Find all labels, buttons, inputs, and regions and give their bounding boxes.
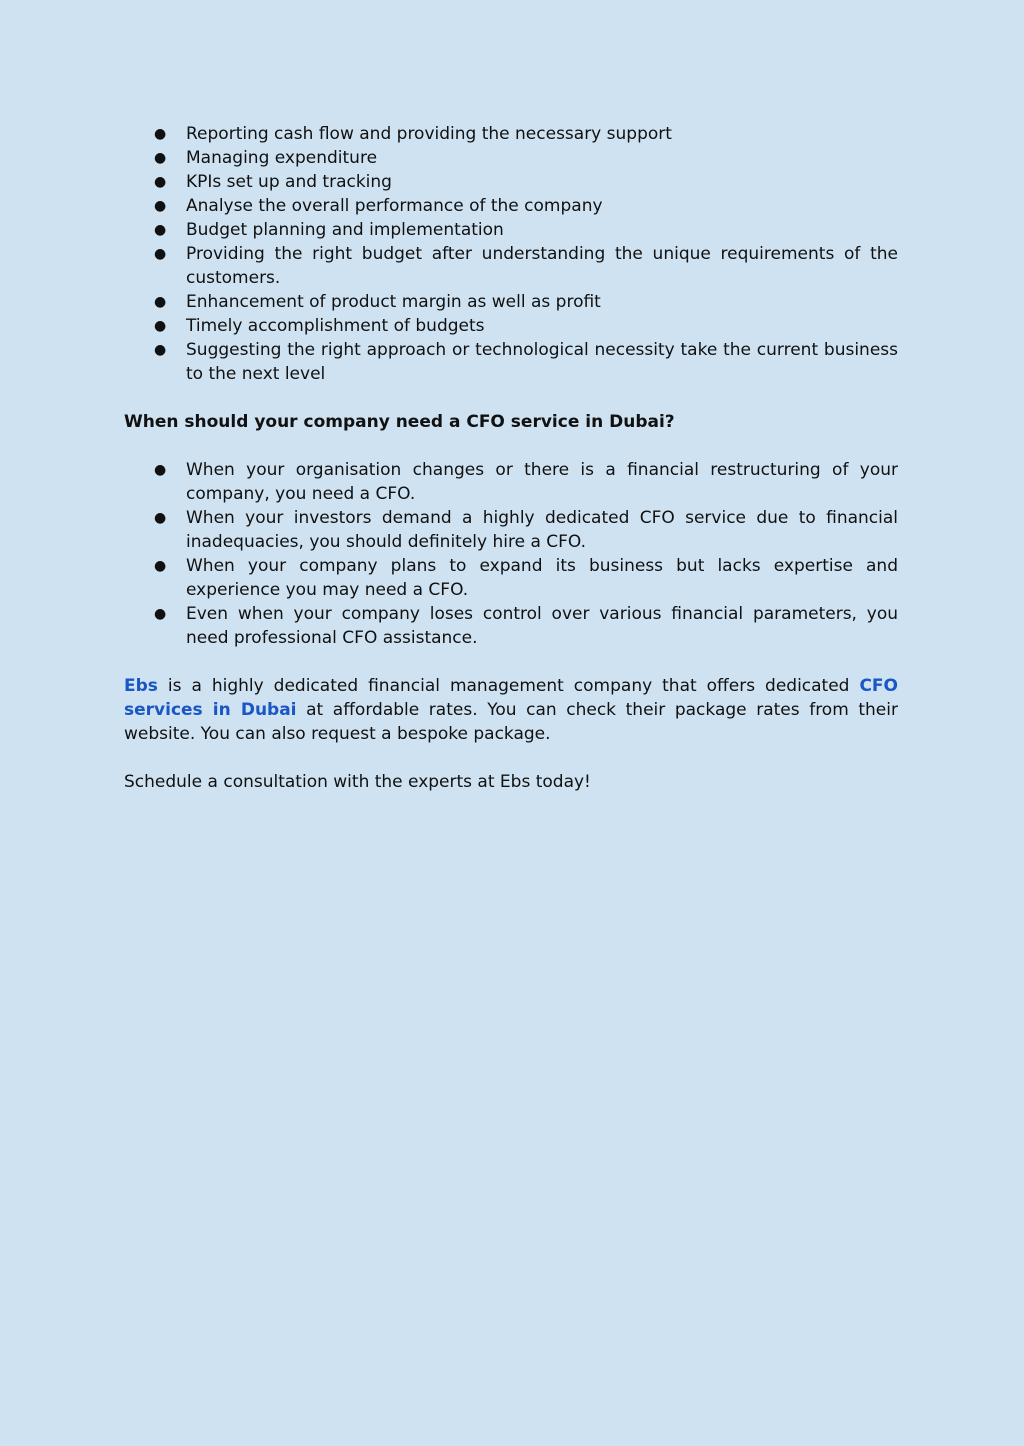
list-item: ● Enhancement of product margin as well as profit [154,292,601,312]
bullet-icon: ● [154,342,167,358]
when-to-hire-list [124,458,898,650]
list-item: ● Providing the right budget after understanding the unique requirements of the customers. [154,244,898,288]
promo-paragraph [124,674,898,746]
document-content [124,122,898,794]
closing-paragraph: Schedule a consultation with the experts at Ebs today! [124,772,591,792]
list-item: ● Timely accomplishment of budgets [154,316,485,336]
bullet-icon: ● [154,222,167,238]
bullet-icon: ● [154,462,167,478]
list-item: ● When your company plans to expand its business but lacks expertise and experience you may need a CFO. [154,556,898,600]
promo-text-2: at affordable rates. You can check their package rates from their website. You can also request a bespoke package. [124,700,898,744]
cfo-services-link[interactable]: CFO services in Dubai [124,676,898,720]
list-item: ● When your investors demand a highly dedicated CFO service due to financial inadequacies, you should definitely hire a CFO. [154,508,898,552]
list-item: ● KPIs set up and tracking [154,172,392,192]
bullet-icon: ● [154,606,167,622]
list-item: ● Even when your company loses control over various financial parameters, you need professional CFO assistance. [154,604,898,648]
list-item: ● Analyse the overall performance of the company [154,196,603,216]
bullet-icon: ● [154,294,167,310]
list-item: ● Reporting cash flow and providing the necessary support [154,124,672,144]
bullet-icon: ● [154,558,167,574]
list-item: ● Suggesting the right approach or technological necessity take the current business to the next level [154,340,898,384]
bullet-icon: ● [154,246,167,262]
list-item: ● When your organisation changes or there is a financial restructuring of your company, you need a CFO. [154,460,898,504]
bullet-icon: ● [154,150,167,166]
section-heading: When should your company need a CFO service in Dubai? [124,412,675,432]
bullet-icon: ● [154,510,167,526]
promo-text-1: is a highly dedicated financial management company that offers dedicated [157,676,860,696]
bullet-icon: ● [154,174,167,190]
bullet-icon: ● [154,318,167,334]
bullet-icon: ● [154,126,167,142]
list-item: ● Budget planning and implementation [154,220,504,240]
bullet-icon: ● [154,198,167,214]
list-item: ● Managing expenditure [154,148,378,168]
ebs-link[interactable]: Ebs [124,676,158,696]
cfo-duties-list [124,122,898,386]
